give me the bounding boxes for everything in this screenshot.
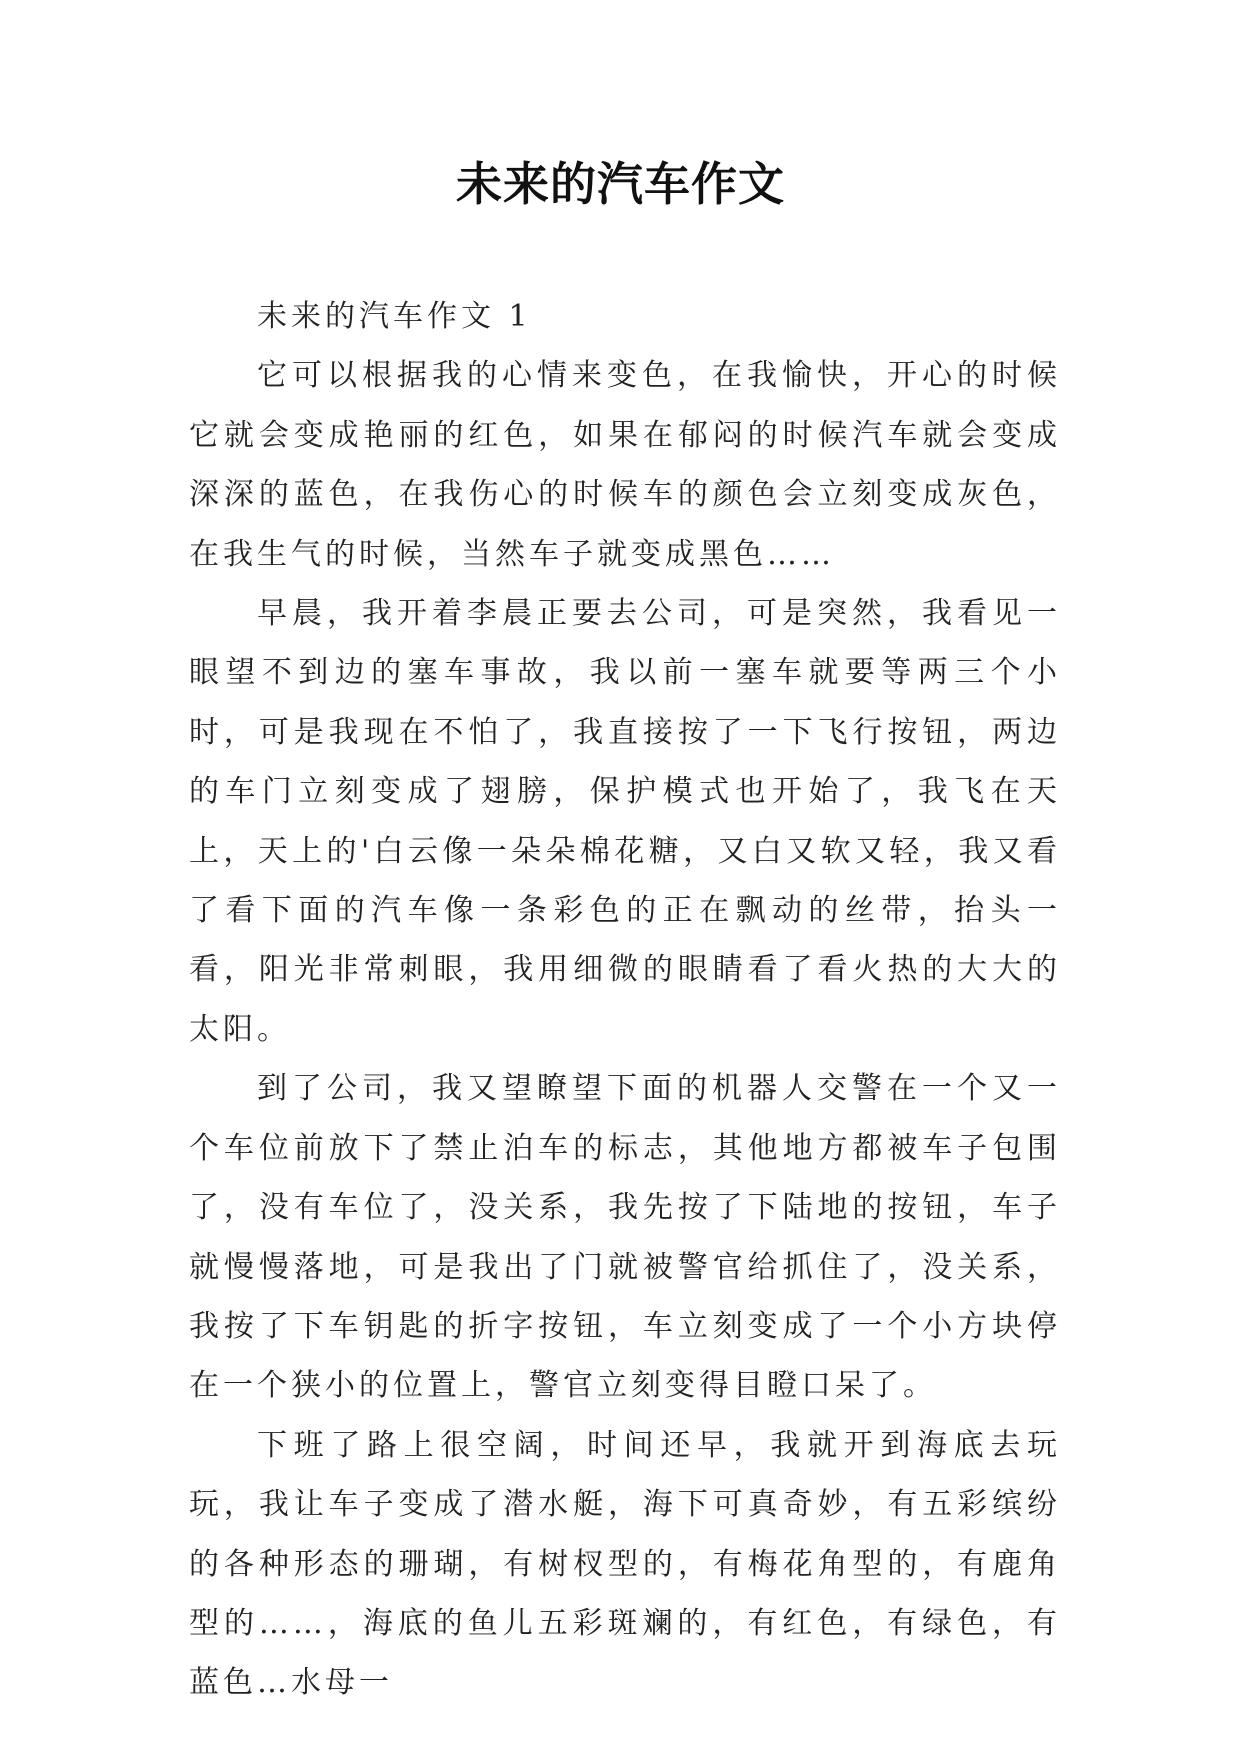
paragraph-1: 它可以根据我的心情来变色，在我愉快，开心的时候它就会变成艳丽的红色，如果在郁闷的时候汽车就会变成深深的蓝色，在我伤心的时候车的颜色会立刻变成灰色，在我生气的时候，当然车子就变成黑色…… (189, 358, 1061, 572)
paragraph-2: 早晨，我开着李晨正要去公司，可是突然，我看见一眼望不到边的塞车事故，我以前一塞车就要等两三个小时，可是我现在不怕了，我直接按了一下飞行按钮，两边的车门立刻变成了翅膀，保护模式也开始了，我飞在天上，天上的'白云像一朵朵棉花糖，又白又软又轻，我又看了看下面的汽车像一条彩色的正在飘动的丝带，抬头一看，阳光非常刺眼，我用细微的眼睛看了看火热的大大的太阳。 (189, 596, 1061, 1047)
paragraph-4: 下班了路上很空阔，时间还早，我就开到海底去玩玩，我让车子变成了潜水艇，海下可真奇妙，有五彩缤纷的各种形态的珊瑚，有树杈型的，有梅花角型的，有鹿角型的……，海底的鱼儿五彩斑斓的，有红色，有绿色，有蓝色…水母一 (189, 1427, 1061, 1701)
section-heading: 未来的汽车作文 1 (257, 299, 532, 334)
document-body (189, 287, 1061, 1713)
page-title: 未来的汽车作文 (456, 157, 785, 211)
paragraph-3: 到了公司，我又望瞭望下面的机器人交警在一个又一个车位前放下了禁止泊车的标志，其他地方都被车子包围了，没有车位了，没关系，我先按了下陆地的按钮，车子就慢慢落地，可是我出了门就被警官给抓住了，没关系，我按了下车钥匙的折字按钮，车立刻变成了一个小方块停在一个狭小的位置上，警官立刻变得目瞪口呆了。 (189, 1071, 1061, 1404)
